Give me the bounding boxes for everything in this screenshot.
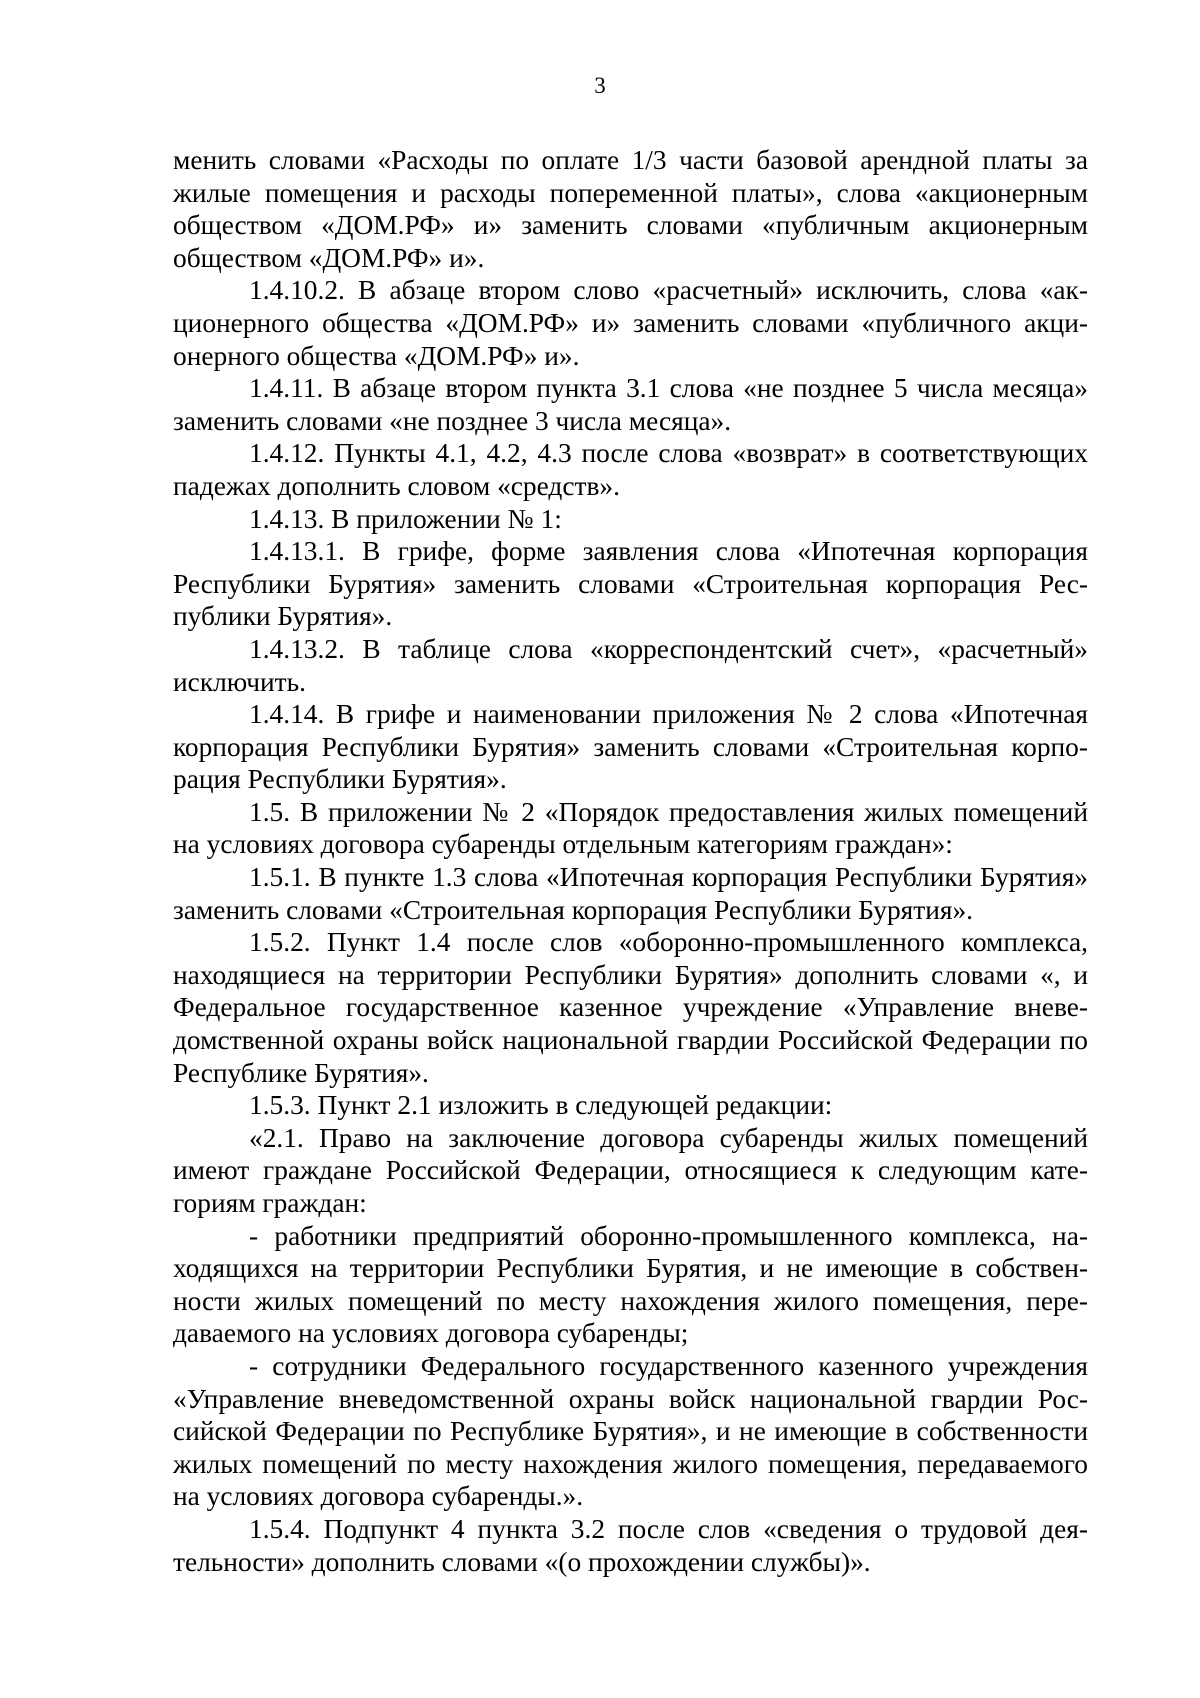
list-item-workers: - работники предприятий оборонно-промышленного комплекса, находящихся на территории Республики Бурятия, и не имеющие в собственности жилых помещений по месту нахождения жилого помещения, передаваемого на условиях договора субаренды;	[173, 1220, 1088, 1349]
paragraph-1-4-10-2: 1.4.10.2. В абзаце втором слово «расчетный» исключить, слова «акционерного общества «ДОМ.РФ» и» заменить словами «публичного акционерного общества «ДОМ.РФ» и».	[173, 275, 1088, 371]
page-number: 3	[594, 73, 606, 98]
paragraph-1-4-14: 1.4.14. В грифе и наименовании приложения № 2 слова «Ипотечная корпорация Республики Бурятия» заменить словами «Строительная корпорация Республики Бурятия».	[173, 699, 1088, 795]
document-body	[173, 144, 1088, 1578]
paragraph-1-5-2: 1.5.2. Пункт 1.4 после слов «оборонно-промышленного комплекса, находящиеся на территории Республики Бурятия» дополнить словами «, и Федеральное государственное казенное учреждение «Управление вневедомственной охраны войск национальной гвардии Российской Федерации по Республике Бурятия».	[173, 927, 1088, 1088]
paragraph-1-4-12: 1.4.12. Пункты 4.1, 4.2, 4.3 после слова «возврат» в соответствующих падежах дополнить словом «средств».	[173, 438, 1088, 501]
paragraph-1-4-11: 1.4.11. В абзаце втором пункта 3.1 слова «не позднее 5 числа месяца» заменить словами «не позднее 3 числа месяца».	[173, 373, 1088, 436]
paragraph-1-5: 1.5. В приложении № 2 «Порядок предоставления жилых помещений на условиях договора субаренды отдельным категориям граждан»:	[173, 796, 1088, 860]
paragraph-1-5-4: 1.5.4. Подпункт 4 пункта 3.2 после слов «сведения о трудовой деятельности» дополнить словами «(о прохождении службы)».	[173, 1513, 1088, 1577]
paragraph-1-4-13-1: 1.4.13.1. В грифе, форме заявления слова «Ипотечная корпорация Республики Бурятия» заменить словами «Строительная корпорация Республики Бурятия».	[173, 536, 1088, 632]
paragraph-1-4-13: 1.4.13. В приложении № 1:	[249, 503, 562, 534]
paragraph-1-5-3: 1.5.3. Пункт 2.1 изложить в следующей редакции:	[249, 1090, 833, 1121]
paragraph-1-4-13-2: 1.4.13.2. В таблице слова «корреспондентский счет», «расчетный» исключить.	[173, 633, 1088, 697]
paragraph-2-1: «2.1. Право на заключение договора субаренды жилых помещений имеют граждане Российской Федерации, относящиеся к следующим категориям граждан:	[173, 1122, 1088, 1218]
paragraph-continuation: менить словами «Расходы по оплате 1/3 части базовой арендной платы за жилые помещения и расходы попеременной платы», слова «акционерным обществом «ДОМ.РФ» и» заменить словами «публичным акционерным обществом «ДОМ.РФ» и».	[173, 145, 1088, 273]
paragraph-1-5-1: 1.5.1. В пункте 1.3 слова «Ипотечная корпорация Республики Бурятия» заменить словами «Строительная корпорация Республики Бурятия».	[173, 862, 1088, 925]
list-item-employees: - сотрудники Федерального государственного казенного учреждения «Управление вневедомственной охраны войск национальной гвардии Российской Федерации по Республике Бурятия», и не имеющие в собственности жилых помещений по месту нахождения жилого помещения, передаваемого на условиях договора субаренды.».	[173, 1350, 1088, 1512]
